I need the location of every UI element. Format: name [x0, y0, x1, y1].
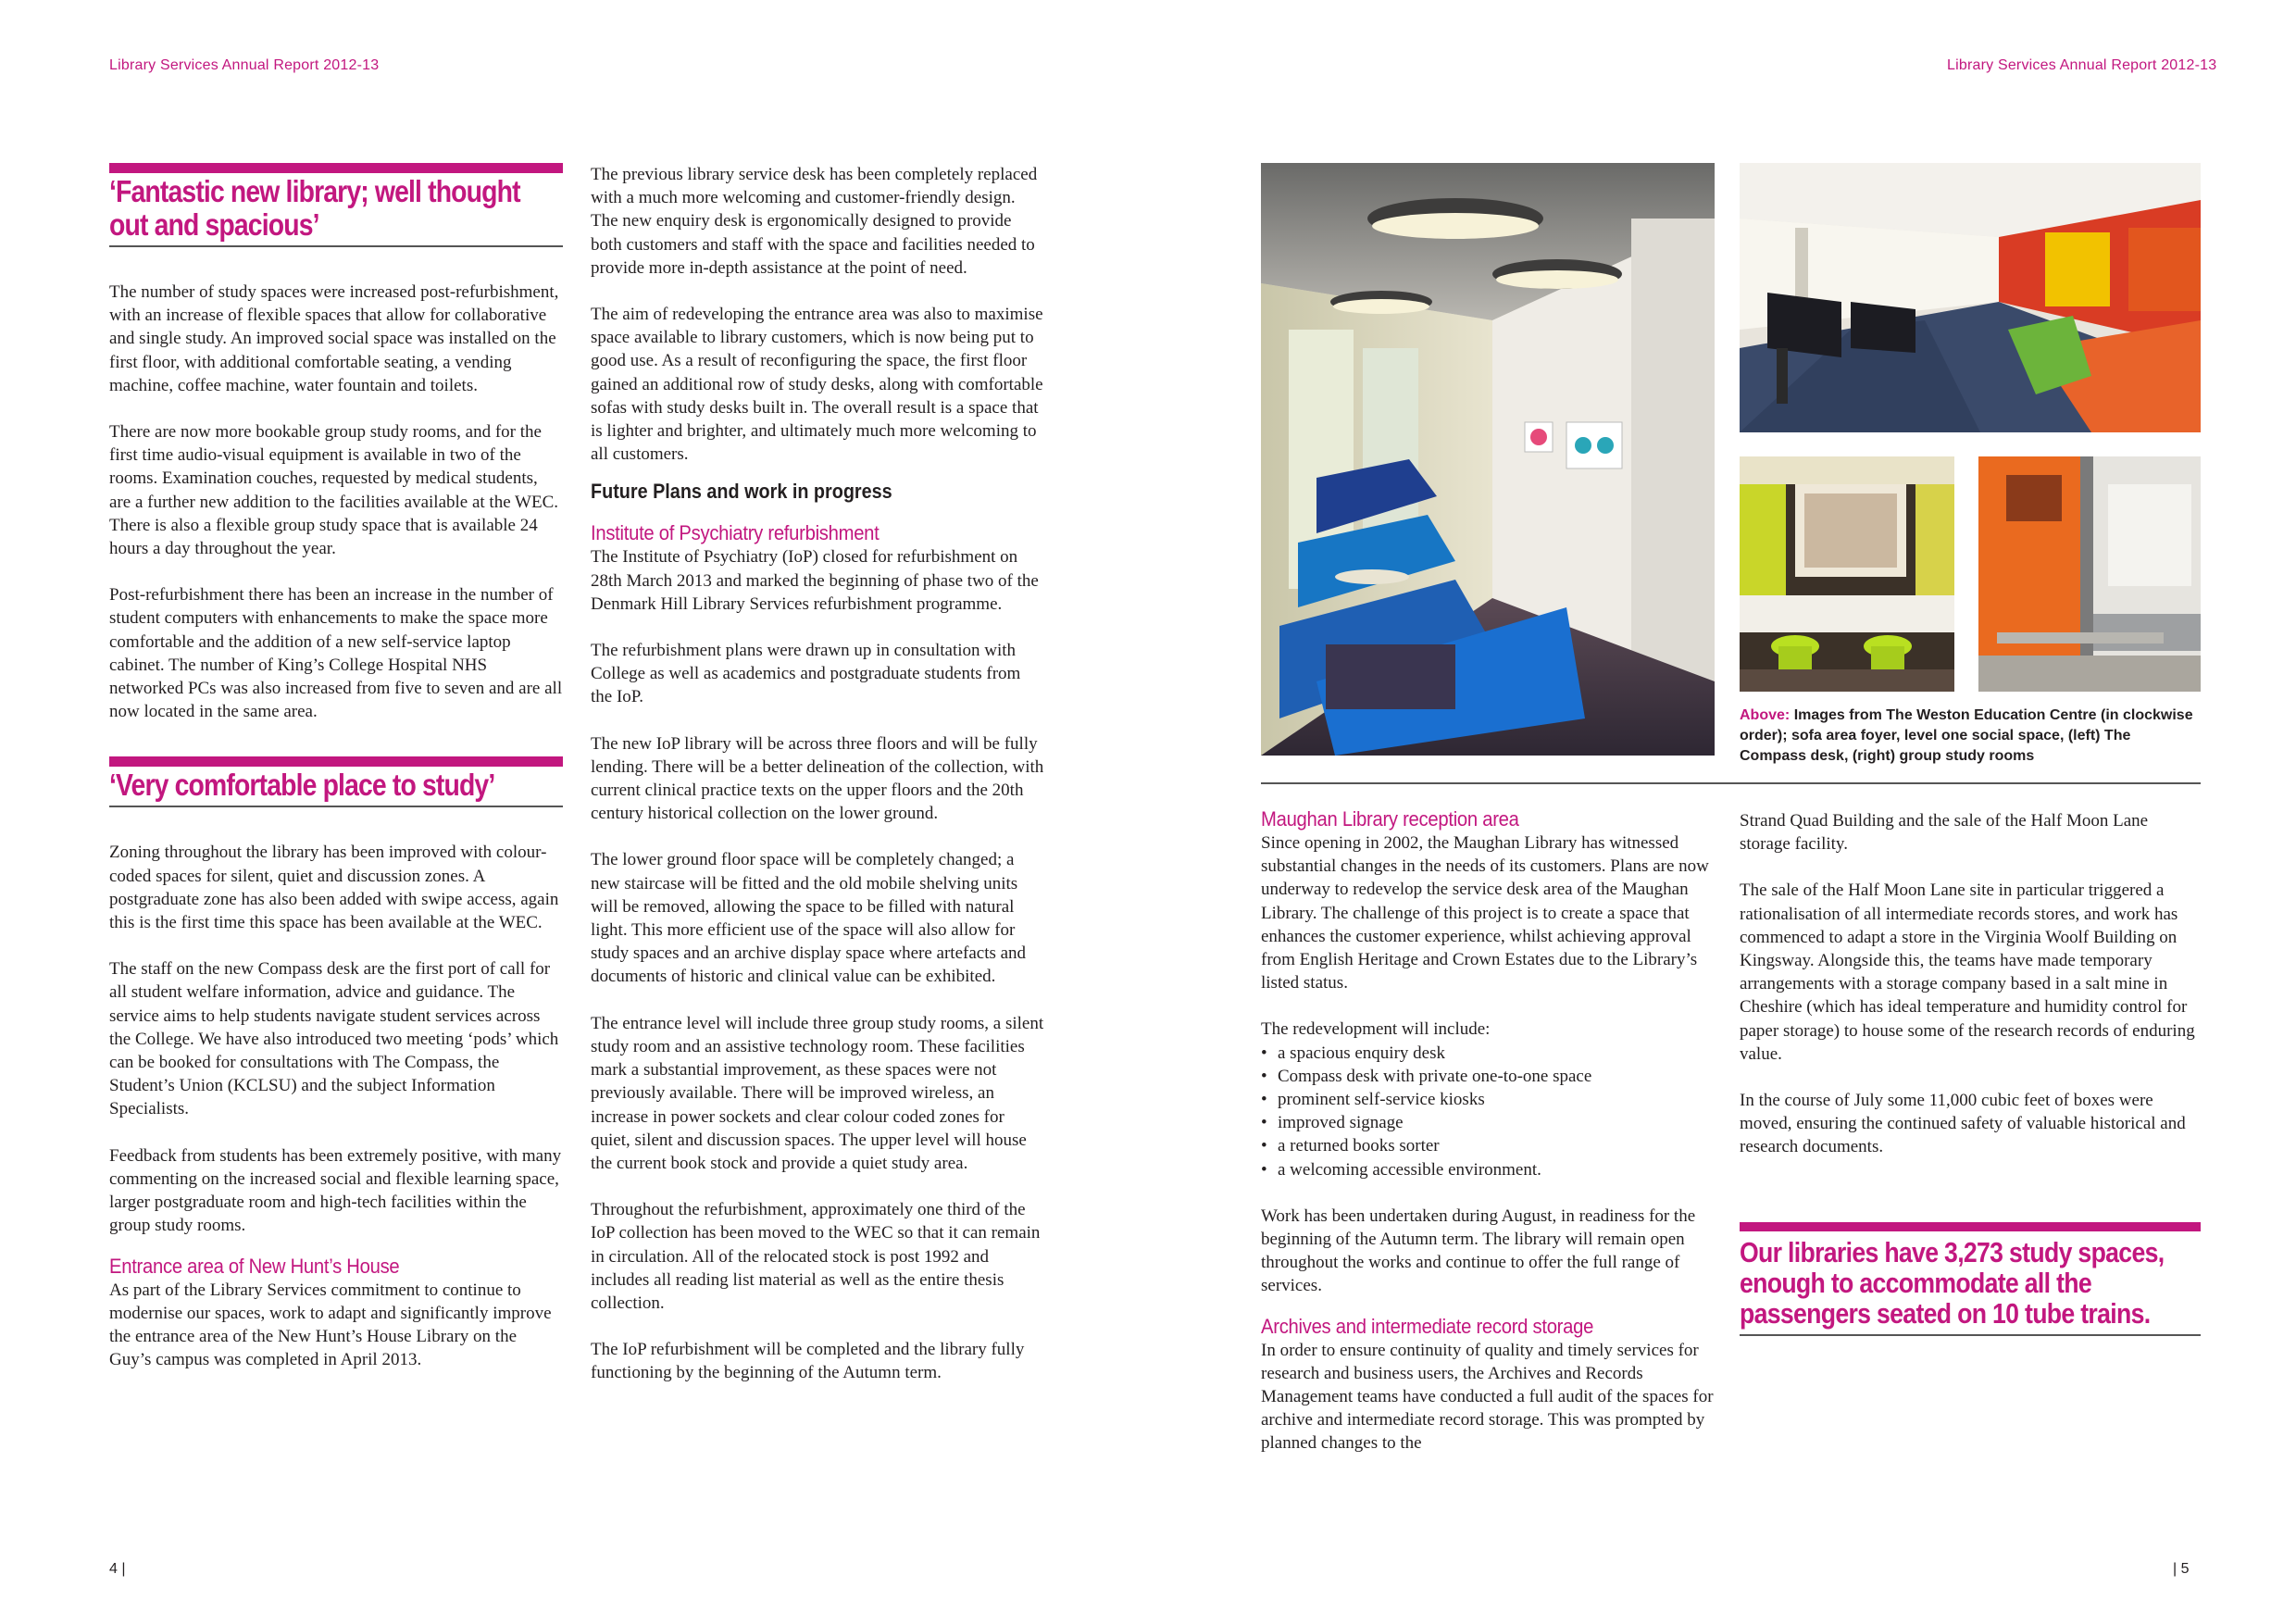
section-heading: Future Plans and work in progress — [591, 480, 892, 504]
running-head-right: Library Services Annual Report 2012-13 — [1947, 57, 2217, 73]
caption-text: Images from The Weston Education Centre (in clockwise order); sofa area foyer, level one social space, (left) The Compass desk, (right) group study rooms — [1740, 707, 2193, 764]
section-divider — [1261, 782, 2201, 784]
paragraph: The refurbishment plans were drawn up in consultation with College as well as academics and postgraduate students from the IoP. — [591, 641, 1021, 707]
photo-level-one-social-space-image — [1740, 163, 2201, 432]
photo-level-one-social-space — [1740, 163, 2201, 432]
paragraph: In order to ensure continuity of quality and timely services for research and business users, the Archives and Records Management teams have conducted a full audit of the spaces for archive and intermediate record storage. This was prompted by planned changes to the — [1261, 1340, 1714, 1454]
paragraph: As part of the Library Services commitment to continue to modernise our spaces, work to adapt and significantly improve the entrance area of the New Hunt’s House Library on the Guy’s campus was completed in April 2013. — [109, 1280, 552, 1370]
paragraph: The Institute of Psychiatry (IoP) closed for refurbishment on 28th March 2013 and marked the beginning of phase two of the Denmark Hill Library Services refurbishment programme. — [591, 547, 1039, 614]
photo-compass-desk-image — [1740, 456, 1954, 692]
paragraph: Strand Quad Building and the sale of the Half Moon Lane storage facility. — [1740, 811, 2149, 855]
paragraph: Throughout the refurbishment, approximately one third of the IoP collection has been moved to the WEC so that it can remain in circulation. All of the relocated stock is post 1992 and includes all reading list material as well as the entire thesis collection. — [591, 1200, 1041, 1313]
paragraph: Since opening in 2002, the Maughan Library has witnessed substantial changes in the needs of its customers. Plans are now underway to redevelop the service desk area of the Maughan Library. The challenge of this project is to create a space that enhances the customer experience, whilst achieving approval from English Heritage and Crown Estates due to the Library’s listed status. — [1261, 833, 1709, 993]
paragraph: The previous library service desk has been completely replaced with a much more welcoming and customer-friendly design. The new enquiry desk is ergonomically designed to provide both customers and staff with the space and facilities needed to provide more in-depth assistance at the point of need. — [591, 165, 1038, 278]
paragraph: In the course of July some 11,000 cubic feet of boxes were moved, ensuring the continued safety of valuable historical and research documents. — [1740, 1091, 2186, 1157]
subheading: Institute of Psychiatry refurbishment — [591, 521, 880, 545]
subheading: Archives and intermediate record storage — [1261, 1314, 1594, 1338]
photo-sofa-area-foyer-image — [1261, 163, 1715, 756]
paragraph: The entrance level will include three group study rooms, a silent study room and an assistive technology room. These facilities mark a substantial improvement, as these spaces were not previously available. There will be improved wireless, an increase in power sockets and clear colour coded zones for quiet, silent and discussion spaces. The upper level will house the current book stock and provide a quiet study area. — [591, 1013, 1044, 1173]
subheading: Entrance area of New Hunt’s House — [109, 1254, 400, 1278]
paragraph: The lower ground floor space will be completely changed; a new staircase will be fitted and the old mobile shelving units will be removed, allowing the space to be filled with natural light. This more efficient use of the space will also allow for study spaces and an archive display space where artefacts and documents of historic and clinical value can be exhibited. — [591, 850, 1027, 987]
paragraph: The sale of the Half Moon Lane site in particular triggered a rationalisation of all intermediate records stores, and work has commenced to adapt a store in the Virginia Woolf Building on Kingsway. Alongside this, the teams have made temporary arrangements with a storage company based in a salt mine in Cheshire (which has ideal temperature and humidity control for paper storage) to house some of the research records of enduring value. — [1740, 881, 2195, 1064]
page-number-left: 4 | — [109, 1561, 126, 1577]
section-heading-block — [109, 756, 563, 807]
paragraph: There are now more bookable group study rooms, and for the first time audio-visual equipment is available in two of the rooms. Examination couches, requested by medical students, are a further new addition to the facilities available at the WEC. There is also a flexible group study space that is available 24 hours a day throughout the year. — [109, 422, 559, 559]
list-item: • a returned books sorter — [1261, 1134, 1715, 1157]
paragraph: The staff on the new Compass desk are the first port of call for all student welfare information, advice and guidance. The service aims to help students navigate student services across the College. We have also introduced two meeting ‘pods’ which can be booked for consultations with The Compass, the Student’s Union (KCLSU) and the subject Information Specialists. — [109, 959, 559, 1119]
paragraph: The IoP refurbishment will be completed and the library fully functioning by the beginning of the Autumn term. — [591, 1340, 1025, 1383]
section-heading: ‘Very comfortable place to study’ — [109, 768, 495, 803]
left-page-column-1 — [109, 163, 563, 1394]
photo-group-study-rooms — [1978, 456, 2201, 692]
section-heading-block — [109, 163, 563, 247]
list-intro: The redevelopment will include: — [1261, 1019, 1491, 1040]
paragraph: The new IoP library will be across three floors and will be fully lending. There will be a better delineation of the collection, with current clinical practice texts on the upper floors and the 20th century historical collection on the lower ground. — [591, 733, 1044, 824]
paragraph: The aim of redeveloping the entrance area was also to maximise space available to library customers, which is now being put to good use. As a result of reconfiguring the space, the first floor gained an additional row of study desks, along with comfortable sofas with study desks built in. The overall result is a space that is lighter and brighter, and ultimately much more welcoming to all customers. — [591, 305, 1043, 465]
paragraph: Zoning throughout the library has been improved with colour-coded spaces for silent, quiet and discussion zones. A postgraduate zone has also been added with swipe access, again this is the first time this space has been available at the WEC. — [109, 843, 559, 933]
list-item: • prominent self-service kiosks — [1261, 1088, 1715, 1111]
photo-caption — [1740, 706, 2201, 767]
paragraph: Work has been undertaken during August, in readiness for the beginning of the Autumn term. The library will remain open throughout the works and continue to offer the full range of services. — [1261, 1206, 1696, 1296]
page-number-right: | 5 — [2173, 1561, 2190, 1577]
list-item: • a spacious enquiry desk — [1261, 1042, 1715, 1065]
list-item: • improved signage — [1261, 1111, 1715, 1134]
right-page-column-1 — [1261, 807, 1715, 1479]
caption-lead: Above: — [1740, 707, 1791, 723]
photo-sofa-area-foyer — [1261, 163, 1715, 756]
pull-quote-text: Our libraries have 3,273 study spaces, enough to accommodate all the passengers seated on 10 tube trains. — [1740, 1236, 2165, 1330]
photo-compass-desk — [1740, 456, 1954, 692]
paragraph: The number of study spaces were increased post-refurbishment, with an increase of flexible spaces that allow for collaborative and single study. An improved social space was installed on the first floor, with additional comfortable seating, a vending machine, coffee machine, water fountain and toilets. — [109, 282, 559, 395]
paragraph: Feedback from students has been extremely positive, with many commenting on the increased social and flexible learning space, larger postgraduate room and high-tech facilities within the group study rooms. — [109, 1145, 562, 1236]
right-page-column-2 — [1740, 809, 2201, 1182]
running-head-left: Library Services Annual Report 2012-13 — [109, 57, 380, 73]
left-page-column-2 — [591, 163, 1044, 1408]
pull-quote — [1740, 1222, 2201, 1336]
photo-group-study-rooms-image — [1978, 456, 2201, 692]
section-heading: ‘Fantastic new library; well thought out and spacious’ — [109, 174, 520, 242]
list-item: • Compass desk with private one-to-one space — [1261, 1065, 1715, 1088]
list-item: • a welcoming accessible environment. — [1261, 1158, 1715, 1181]
subheading: Maughan Library reception area — [1261, 807, 1519, 831]
redevelopment-list — [1261, 1042, 1715, 1181]
paragraph: Post-refurbishment there has been an increase in the number of student computers with enhancements to make the space more comfortable and the addition of a new self-service laptop cabinet. The number of King’s College Hospital NHS networked PCs was also increased from five to seven and are all now located in the same area. — [109, 585, 563, 722]
